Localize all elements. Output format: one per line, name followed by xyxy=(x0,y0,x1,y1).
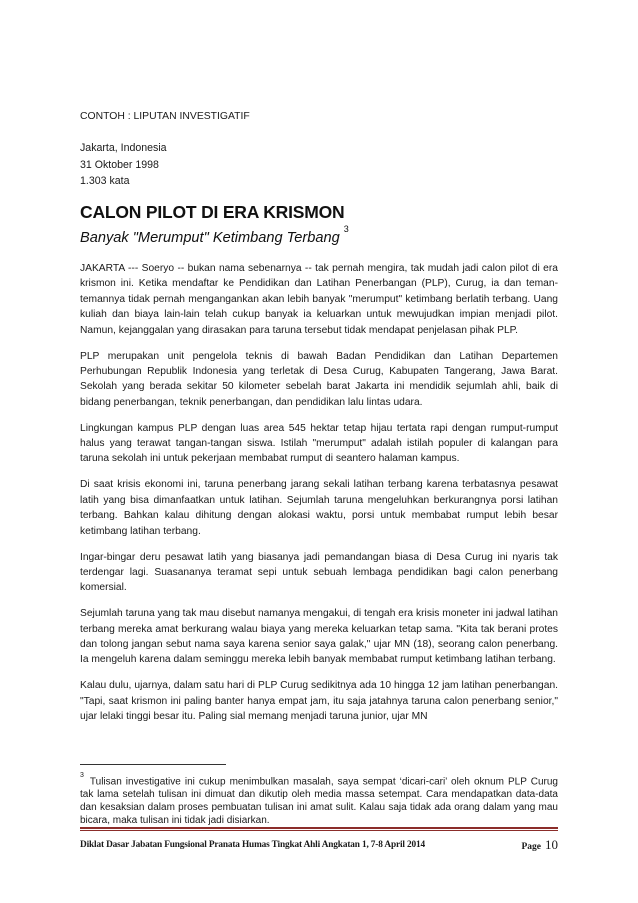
footnote-number: 3 xyxy=(80,772,84,779)
footer-course-title: Diklat Dasar Jabatan Fungsional Pranata Humas Tingkat Ahli Angkatan 1, 7-8 April 2014 xyxy=(80,840,425,850)
article-subtitle xyxy=(80,224,349,246)
article-title: CALON PILOT DI ERA KRISMON xyxy=(80,202,345,222)
footer-rule-thin xyxy=(80,830,558,831)
footnote-separator xyxy=(80,764,226,765)
paragraph: Lingkungan kampus PLP dengan luas area 545 hektar tetap hijau tertata rapi dengan rumput-rumput halus yang terawat tangan-tangan siswa. Istilah "merumput" adalah istilah populer di kalangan para taruna sekolah ini untuk pekerjaan membabat rumput di seantero halaman kampus. xyxy=(80,422,558,465)
footer-rule-thick xyxy=(80,827,558,829)
paragraph: Sejumlah taruna yang tak mau disebut namanya mengakui, di tengah era krisis moneter ini jadwal latihan terbang mereka amat berkurang walau biaya yang mereka keluarkan tetap sama. "Kita tak berani protes dan tolong jangan sebut nama saya karena senior saya galak," ujar MN (18), seorang calon penerbang. Ia mengeluh karena dalam seminggu mereka lebih banyak membabat rumput ketimbang latihan terbang. xyxy=(80,608,558,666)
paragraph: PLP merupakan unit pengelola teknis di bawah Badan Pendidikan dan Latihan Departemen Perhubungan Republik Indonesia yang terletak di Desa Curug, Kabupaten Tangerang, Jawa Barat. Sekolah yang berada sekitar 50 kilometer sebelah barat Jakarta ini mendidik sejumlah ahli, baik di bidang penerbangan, teknik penerbangan, dan pendidikan lalu lintas udara. xyxy=(80,350,558,408)
paragraph: Ingar-bingar deru pesawat latih yang biasanya jadi pemandangan biasa di Desa Curug ini nyaris tak terdengar lagi. Suasananya teramat sepi untuk sebuah lembaga pendidikan bagi calon penerbang komersial. xyxy=(80,551,558,594)
paragraph: Di saat krisis ekonomi ini, taruna penerbang jarang sekali latihan terbang karena terbatasnya pesawat latih yang bisa dimanfaatkan untuk latihan. Sejumlah taruna mengeluhkan berkurangnya porsi latihan terbang. Bahkan kalau dihitung dengan alokasi waktu, porsi untuk membabat rumput lebih besar ketimbang latihan terbang. xyxy=(80,479,558,537)
article-meta xyxy=(80,140,558,190)
footnote xyxy=(80,772,558,827)
meta-word-count: 1.303 kata xyxy=(80,175,130,187)
meta-date: 31 Oktober 1998 xyxy=(80,158,159,171)
page-footer xyxy=(80,838,558,854)
page-number: 10 xyxy=(545,837,558,852)
footnote-text: Tulisan investigative ini cukup menimbulkan masalah, saya sempat ‘dicari-cari’ oleh oknum PLP Curug tak lama setelah tulisan ini dimuat dan dikutip oleh media massa setempat. Cara mendapatkan data-data dan kesaksian dalam proses pembuatan tulisan ini amat sulit. Kalau saja tidak ada orang dalam yang mau bicara, maka tulisan ini tidak jadi disiarkan. xyxy=(80,776,558,827)
article-body xyxy=(80,261,558,735)
subtitle-text: Banyak "Merumput" Ketimbang Terbang xyxy=(80,229,340,246)
paragraph: JAKARTA --- Soeryo -- bukan nama sebenarnya -- tak pernah mengira, tak mudah jadi calon pilot di era krismon ini. Ketika mendaftar ke Pendidikan dan Latihan Penerbangan (PLP), Curug, ia dan teman-temannya tidak pernah mengangankan akan lebih banyak "merumput" ketimbang berlatih terbang. Uang kuliah dan biaya lain-lain telah cukup banyak ia keluarkan untuk mewujudkan impian menjadi pilot. Namun, kejanggalan yang dirasakan para taruna tersebut tidak mendapat penjelasan pihak PLP. xyxy=(80,263,558,336)
page-number-block xyxy=(521,837,558,853)
paragraph: Kalau dulu, ujarnya, dalam satu hari di PLP Curug sedikitnya ada 10 hingga 12 jam latihan penerbangan. "Tapi, saat krismon ini paling banter hanya empat jam, itu saja jatahnya taruna calon penerbang senior," ujar lelaki tinggi besar itu. Paling sial memang menjadi taruna junior, ujar MN xyxy=(80,680,558,723)
page-label: Page xyxy=(521,842,541,852)
footnote-ref[interactable]: 3 xyxy=(343,224,349,234)
meta-location: Jakarta, Indonesia xyxy=(80,142,167,154)
document-label: CONTOH : LIPUTAN INVESTIGATIF xyxy=(80,111,250,122)
